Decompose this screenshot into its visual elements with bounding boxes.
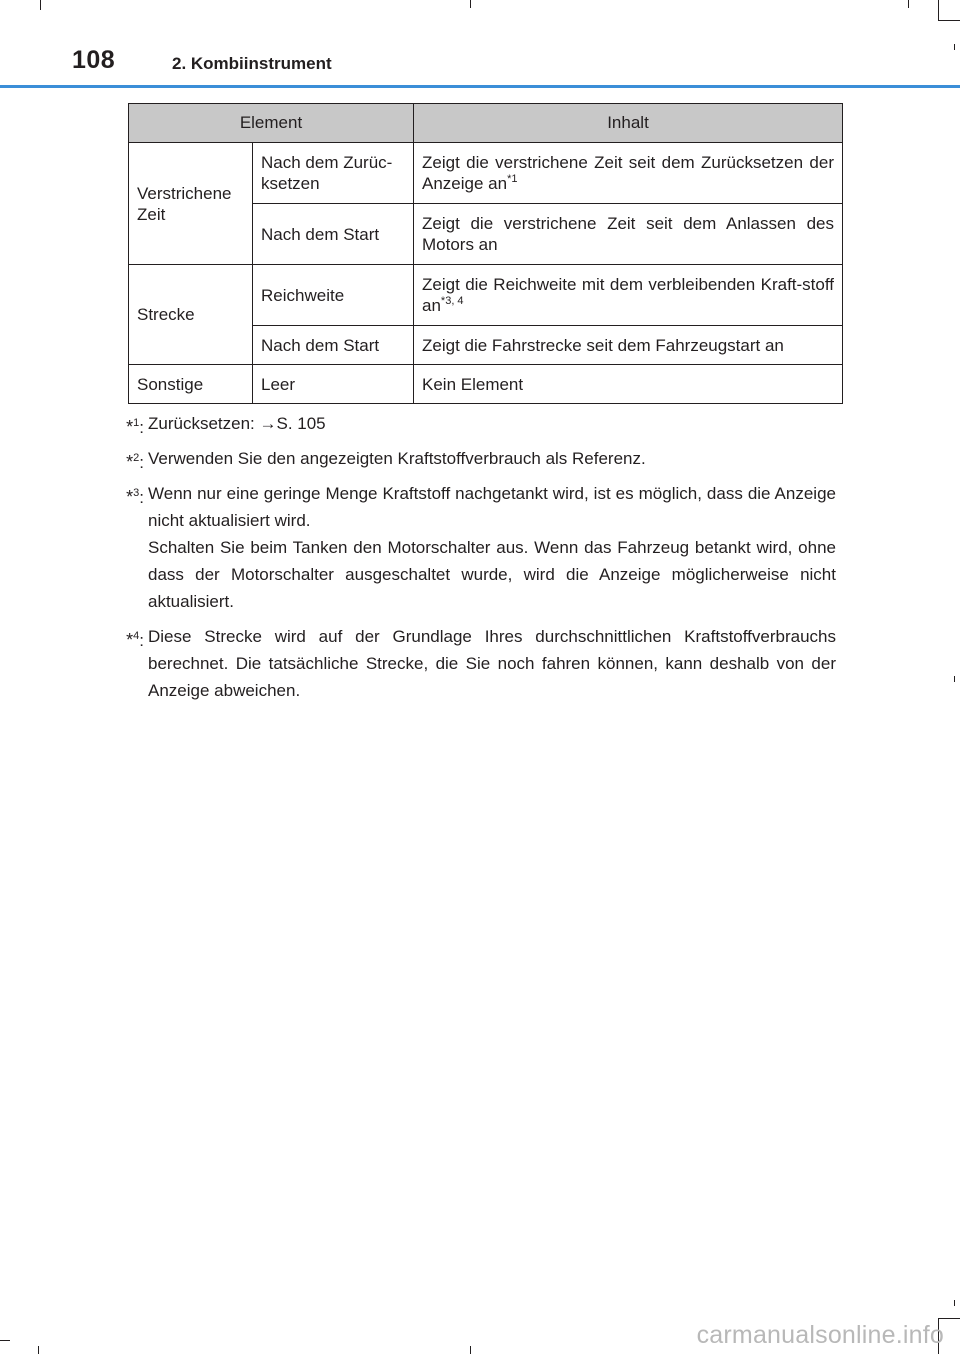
footnote-marker: *$^3$: [126, 487, 144, 507]
footnote [104, 410, 836, 437]
table-row [129, 265, 843, 326]
row-content: Kein Element [414, 365, 843, 404]
row-content: Zeigt die Fahrstrecke seit dem Fahrzeugstart an [414, 326, 843, 365]
footnote [104, 623, 836, 704]
row-content: Zeigt die verstrichene Zeit seit dem Anlassen des Motors an [414, 204, 843, 265]
crop-mark [38, 1346, 39, 1354]
footnote-ref: *1 [507, 173, 518, 185]
footnote-ref: *3, 4 [440, 295, 464, 307]
footnote-text: Diese Strecke wird auf der Grundlage Ihres durchschnittlichen Kraftstoffverbrauchs berechnet. Die tatsächliche Strecke, die Sie noch fahren können, kann deshalb von der Anzeige abweichen. [148, 627, 836, 700]
header-rule [0, 85, 960, 88]
row-content: Zeigt die verstrichene Zeit seit dem Zurücksetzen der Anzeige $an^{*1}$ [414, 143, 843, 204]
group-label: Strecke [129, 265, 253, 365]
footnote-marker: *$^2$: [126, 452, 144, 472]
group-label: Verstrichene Zeit [129, 143, 253, 265]
table-row [129, 365, 843, 404]
column-header-inhalt: Inhalt [414, 104, 843, 143]
row-element: Nach dem Start [253, 326, 414, 365]
crop-mark [954, 676, 955, 682]
footnote-text: Schalten Sie beim Tanken den Motorschalter aus. Wenn das Fahrzeug betankt wird, ohne dass der Motorschalter ausgeschaltet wurde, wird die Anzeige möglicherweise nicht aktualisiert. [148, 538, 836, 611]
row-element: Nach dem Zurüc-ksetzen [253, 143, 414, 204]
row-content: Zeigt die Reichweite mit dem verbleibenden Kraft-stoff an$^{*3, 4}$ [414, 265, 843, 326]
footnote-text: Wenn nur eine geringe Menge Kraftstoff nachgetankt wird, ist es möglich, dass die Anzeige nicht aktualisiert wird. [148, 484, 836, 530]
footnote-text: Verwenden Sie den angezeigten Kraftstoffverbrauch als Referenz. [148, 449, 646, 468]
row-element: Leer [253, 365, 414, 404]
row-element: Reichweite [253, 265, 414, 326]
group-label: Sonstige [129, 365, 253, 404]
watermark: carmanualsonline.info [696, 1321, 944, 1349]
crop-mark [470, 1346, 471, 1354]
row-element: Nach dem Start [253, 204, 414, 265]
table-row [129, 143, 843, 204]
footnote-marker: *$^4$: [126, 630, 144, 650]
footnotes [104, 410, 836, 712]
page-header [0, 0, 960, 90]
column-header-element: Element [129, 104, 414, 143]
crop-mark [938, 1318, 960, 1319]
section-title: 2. Kombiinstrument [172, 54, 332, 73]
element-table [128, 103, 843, 404]
footnote-text: Zurücksetzen: →S. 105 [148, 414, 326, 433]
footnote [104, 480, 836, 615]
page-number: 108 [72, 46, 116, 74]
crop-mark [954, 1300, 955, 1306]
footnote-marker: *$^1$: [126, 417, 144, 437]
footnote [104, 445, 836, 472]
crop-mark [0, 1340, 10, 1341]
